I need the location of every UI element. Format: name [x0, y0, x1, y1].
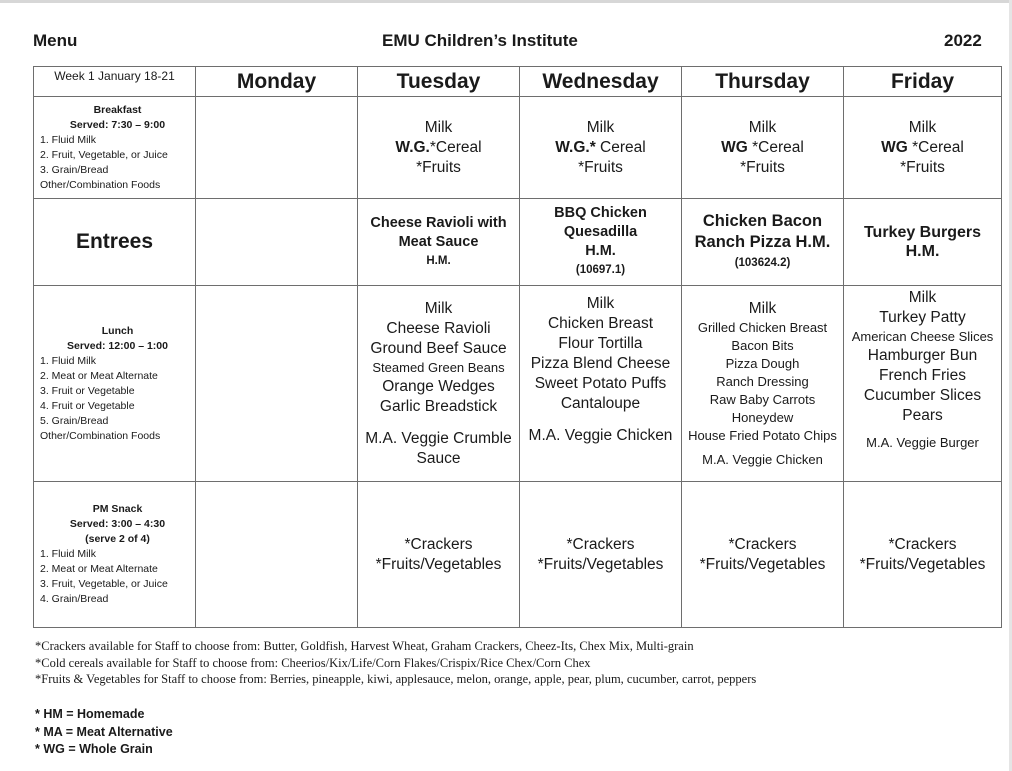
pm-snack-serve-note: (serve 2 of 4)	[85, 533, 150, 545]
year-label: 2022	[944, 31, 982, 50]
breakfast-title: Breakfast	[93, 103, 142, 116]
weekly-menu-table	[33, 66, 1002, 628]
breakfast-row	[34, 97, 1002, 199]
lunch-monday	[196, 286, 358, 482]
breakfast-served-time: Served: 7:30 – 9:00	[69, 118, 166, 131]
cereals-note: *Cold cereals available for Staff to choose from: Cheerios/Kix/Life/Corn Flakes/Crispix/Rice Chex/Corn Chex	[35, 655, 591, 670]
pm-snack-row	[34, 482, 1002, 628]
pm-snack-component: 1. Fluid Milk	[40, 548, 97, 560]
scan-top-edge	[0, 0, 1012, 3]
breakfast-info	[34, 97, 196, 199]
day-header-monday: Monday	[196, 67, 358, 97]
pm-snack-served-time: Served: 3:00 – 4:30	[69, 518, 166, 530]
lunch-friday: Milk Turkey Patty American Cheese Slices Hamburger Bun French Fries Cucumber Slices Pears M.A. Veggie Burger	[844, 286, 1002, 482]
fruits-vegetables-note: *Fruits & Vegetables for Staff to choose from: Berries, pineapple, kiwi, applesauce, melon, orange, apple, pear, plum, cucumber, carrot, peppers	[35, 672, 757, 686]
lunch-component: 3. Fruit or Vegetable	[40, 384, 135, 397]
entrees-label: Entrees	[34, 199, 196, 286]
lunch-component: Other/Combination Foods	[40, 429, 161, 442]
legend-meat-alternative: * MA = Meat Alternative	[35, 724, 173, 739]
lunch-served-time: Served: 12:00 – 1:00	[67, 339, 168, 352]
breakfast-wednesday: Milk W.G.* Cereal *Fruits	[520, 97, 682, 199]
lunch-title: Lunch	[101, 324, 134, 337]
pm-snack-info	[34, 482, 196, 628]
day-header-thursday: Thursday	[682, 67, 844, 97]
breakfast-component: 3. Grain/Bread	[40, 163, 109, 176]
breakfast-friday: Milk WG *Cereal *Fruits	[844, 97, 1002, 199]
abbreviation-legend	[35, 706, 173, 759]
legend-homemade: * HM = Homemade	[35, 707, 145, 721]
lunch-thursday: Milk Grilled Chicken Breast Bacon Bits Pizza Dough Ranch Dressing Raw Baby Carrots Honeydew House Fried Potato Chips M.A. Veggie Chicken	[682, 286, 844, 482]
week-label: Week 1 January 18-21	[34, 67, 196, 97]
legend-whole-grain: * WG = Whole Grain	[35, 742, 153, 756]
lunch-component: 5. Grain/Bread	[40, 414, 109, 427]
pm-snack-monday	[196, 482, 358, 628]
entree-thursday: Chicken Bacon Ranch Pizza H.M. (103624.2)	[682, 199, 844, 286]
pm-snack-component: 3. Fruit, Vegetable, or Juice	[40, 578, 168, 590]
day-header-wednesday: Wednesday	[520, 67, 682, 97]
crackers-note: *Crackers available for Staff to choose from: Butter, Goldfish, Harvest Wheat, Graham Crackers, Cheez-Its, Chex Mix, Multi-grain	[35, 639, 694, 653]
lunch-component: 2. Meat or Meat Alternate	[40, 369, 158, 382]
pm-snack-thursday: *Crackers *Fruits/Vegetables	[682, 482, 844, 628]
lunch-tuesday: Milk Cheese Ravioli Ground Beef Sauce Steamed Green Beans Orange Wedges Garlic Breadstick M.A. Veggie Crumble Sauce	[358, 286, 520, 482]
lunch-row	[34, 286, 1002, 482]
day-header-friday: Friday	[844, 67, 1002, 97]
breakfast-component: 1. Fluid Milk	[40, 133, 97, 146]
breakfast-monday	[196, 97, 358, 199]
breakfast-component: Other/Combination Foods	[40, 178, 161, 191]
pm-snack-friday: *Crackers *Fruits/Vegetables	[844, 482, 1002, 628]
staff-choice-notes	[35, 638, 756, 688]
entrees-row	[34, 199, 1002, 286]
lunch-wednesday: Milk Chicken Breast Flour Tortilla Pizza Blend Cheese Sweet Potato Puffs Cantaloupe M.A. Veggie Chicken	[520, 286, 682, 482]
breakfast-thursday: Milk WG *Cereal *Fruits	[682, 97, 844, 199]
entree-monday	[196, 199, 358, 286]
entree-tuesday: Cheese Ravioli with Meat Sauce H.M.	[358, 199, 520, 286]
entree-wednesday: BBQ Chicken Quesadilla H.M. (10697.1)	[520, 199, 682, 286]
entree-friday: Turkey Burgers H.M.	[844, 199, 1002, 286]
pm-snack-component: 4. Grain/Bread	[40, 593, 109, 605]
lunch-component: 4. Fruit or Vegetable	[40, 399, 135, 412]
pm-snack-wednesday: *Crackers *Fruits/Vegetables	[520, 482, 682, 628]
day-header-tuesday: Tuesday	[358, 67, 520, 97]
institute-title: EMU Children’s Institute	[382, 31, 578, 50]
lunch-info	[34, 286, 196, 482]
breakfast-component: 2. Fruit, Vegetable, or Juice	[40, 148, 168, 161]
pm-snack-title: PM Snack	[92, 503, 143, 515]
pm-snack-component: 2. Meat or Meat Alternate	[40, 563, 158, 575]
pm-snack-tuesday: *Crackers *Fruits/Vegetables	[358, 482, 520, 628]
menu-heading: Menu	[33, 31, 78, 50]
breakfast-tuesday: Milk W.G.*Cereal *Fruits	[358, 97, 520, 199]
lunch-component: 1. Fluid Milk	[40, 354, 97, 367]
day-header-row	[34, 67, 1002, 97]
